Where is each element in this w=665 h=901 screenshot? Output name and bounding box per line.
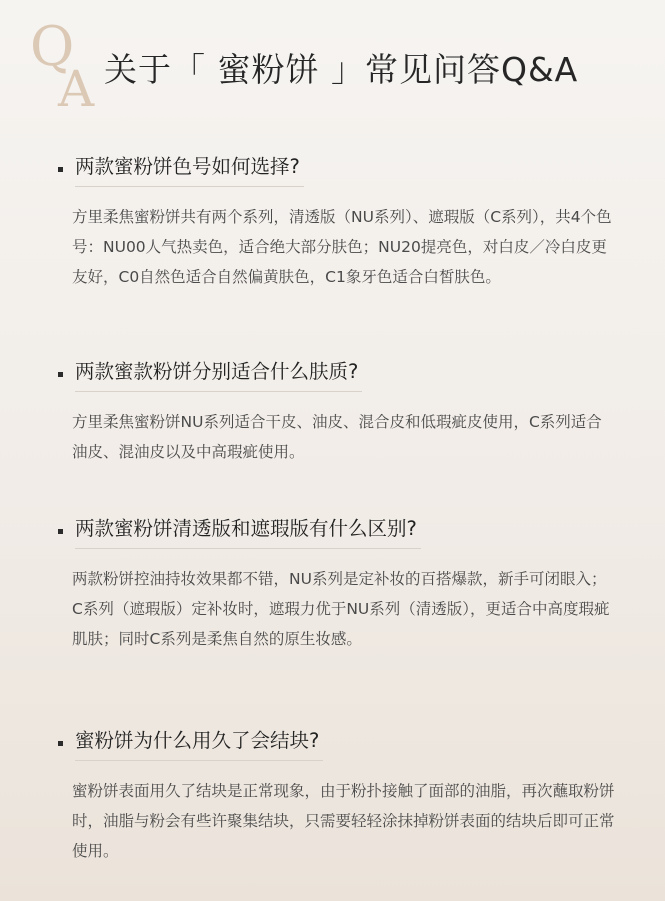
bullet-icon (58, 529, 63, 534)
bullet-icon (58, 167, 63, 172)
faq-section-3 (58, 514, 618, 654)
qa-logo-a: A (58, 60, 95, 118)
faq-section-4 (58, 726, 618, 866)
faq-section-1 (58, 152, 618, 292)
faq-answer: 蜜粉饼表面用久了结块是正常现象，由于粉扑接触了面部的油脂，再次蘸取粉饼时，油脂与粉会有些许聚集结块，只需要轻轻涂抹掉粉饼表面的结块后即可正常使用。 (72, 782, 615, 860)
faq-answer: 方里柔焦蜜粉饼NU系列适合干皮、油皮、混合皮和低瑕疵皮使用，C系列适合油皮、混油皮以及中高瑕疵使用。 (72, 413, 602, 461)
faq-question-row (58, 152, 618, 186)
qa-logo-mark (30, 15, 100, 118)
faq-section-2 (58, 357, 618, 467)
faq-question-row (58, 514, 618, 548)
faq-question: 蜜粉饼为什么用久了会结块? (75, 726, 323, 761)
faq-question-row (58, 726, 618, 760)
bullet-icon (58, 741, 63, 746)
faq-question-row (58, 357, 618, 391)
faq-question: 两款蜜粉饼色号如何选择? (75, 152, 304, 187)
faq-answer: 两款粉饼控油持妆效果都不错，NU系列是定补妆的百搭爆款，新手可闭眼入；C系列（遮瑕版）定补妆时，遮瑕力优于NU系列（清透版），更适合中高度瑕疵肌肤；同时C系列是柔焦自然的原生妆感。 (72, 570, 610, 648)
page-title: 关于「 蜜粉饼 」常见问答Q&A (104, 50, 579, 89)
faq-answer: 方里柔焦蜜粉饼共有两个系列，清透版（NU系列）、遮瑕版（C系列），共4个色号：NU00人气热卖色，适合绝大部分肤色；NU20提亮色，对白皮／冷白皮更友好，C0自然色适合自然偏黄肤色，C1象牙色适合白皙肤色。 (72, 208, 612, 286)
qa-logo-q: Q (30, 15, 75, 78)
faq-question: 两款蜜款粉饼分别适合什么肤质? (75, 357, 362, 392)
bullet-icon (58, 372, 63, 377)
faq-question: 两款蜜粉饼清透版和遮瑕版有什么区别? (75, 514, 421, 549)
